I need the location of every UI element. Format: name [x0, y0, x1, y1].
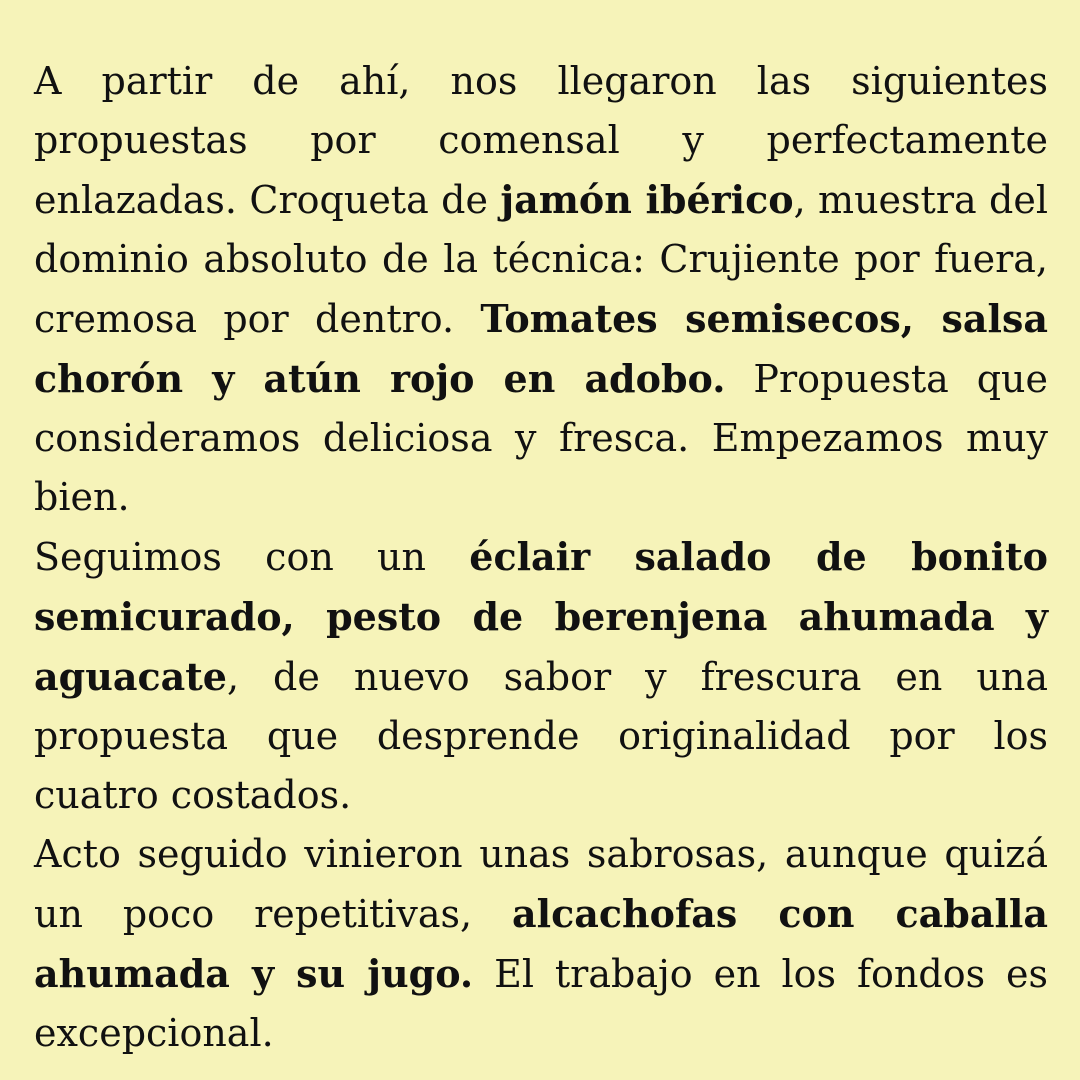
paragraph-3	[34, 825, 1048, 1063]
text-segment: Acto seguido vinieron unas sabrosas, aunque quizá un poco repetitivas,	[34, 832, 1048, 936]
article-body	[34, 52, 1048, 1063]
text-segment: Seguimos con un	[34, 535, 470, 579]
text-segment: El trabajo en los fondos es excepcional.	[34, 952, 1049, 1055]
text-segment: , de nuevo sabor y frescura en una propuesta que desprende originalidad por los cuatro costados.	[34, 655, 1048, 817]
highlighted-dish: éclair salado de bonito semicurado, pesto de berenjena ahumada y aguacate	[34, 534, 1048, 699]
paragraph-1	[34, 52, 1048, 527]
text-segment: Propuesta que consideramos deliciosa y fresca. Empezamos muy bien.	[34, 357, 1049, 519]
highlighted-dish: alcachofas con caballa ahumada y su jugo.	[34, 891, 1048, 996]
highlighted-dish: jamón ibérico	[500, 177, 794, 222]
text-segment: , muestra del dominio absoluto de la técnica: Crujiente por fuera, cremosa por dentro.	[34, 178, 1049, 341]
paragraph-2	[34, 527, 1048, 825]
highlighted-dish: Tomates semisecos, salsa chorón y atún rojo en adobo.	[34, 296, 1048, 401]
text-segment: A partir de ahí, nos llegaron las siguientes propuestas por comensal y perfectamente enlazadas. Croqueta de	[34, 59, 1048, 222]
